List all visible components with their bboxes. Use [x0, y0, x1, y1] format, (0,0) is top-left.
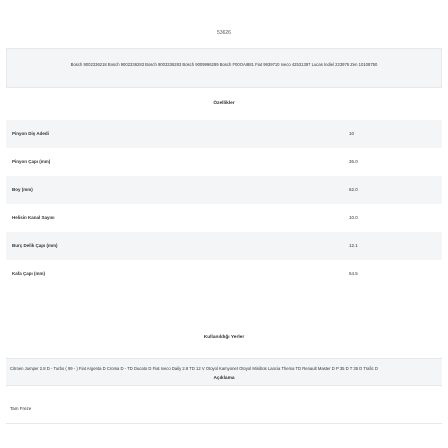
spec-row	[6, 232, 442, 260]
spec-row	[6, 260, 442, 288]
description-text: Tam Freze	[10, 406, 32, 411]
spec-row	[6, 176, 442, 204]
spec-row	[6, 204, 442, 232]
spec-value: 10.0	[349, 215, 358, 220]
spec-row	[6, 120, 442, 148]
description-heading: Açıklama	[213, 376, 235, 381]
spec-label: Pinyon Diş Adedi	[12, 131, 49, 136]
spec-row	[6, 148, 442, 176]
spec-value: 62.0	[349, 187, 358, 192]
spec-label: Boy (mm)	[12, 187, 33, 192]
usage-panel	[6, 358, 442, 386]
oem-reference-panel	[6, 48, 442, 88]
spec-label: Helisin Kanal Sayısı	[12, 215, 55, 220]
usage-heading: Kullanıldığı Yerler	[203, 335, 245, 340]
spec-value: 12.1	[349, 243, 358, 248]
features-heading: Özellikler	[213, 101, 235, 106]
spec-value: 54.5	[349, 271, 358, 276]
spec-value: 10	[349, 131, 355, 136]
spec-label: Kafa Çapı (mm)	[12, 271, 46, 276]
product-code: 53626	[217, 30, 231, 36]
description-panel	[6, 398, 442, 424]
spec-value: 36.0	[349, 159, 358, 164]
spec-label: Pinyon Çapı (mm)	[12, 159, 51, 164]
spec-label: Burç Delik Çapı (mm)	[12, 243, 58, 248]
usage-text: Citroen Jumper 2.8 D - Turbo ( 99 - ) Fiat Argenta D Croma D - TD Ducato D Fiat Iveco Daily 2.8 TD 12 V Otoyol Kamyonet Otoyol Minibüs Lancia Thema TD Renault Master D P 35 D T 35 D Trafic D	[10, 366, 378, 371]
oem-reference-list: Bosch 9002336218 Bosch 9002336283 Bosch 9003336283 Bosch 9009996289 Bosch F00OAI881 Fiat 9939710 Iveco 42531397 Lucas Indiel 223976 Zen 10108750	[70, 62, 378, 67]
